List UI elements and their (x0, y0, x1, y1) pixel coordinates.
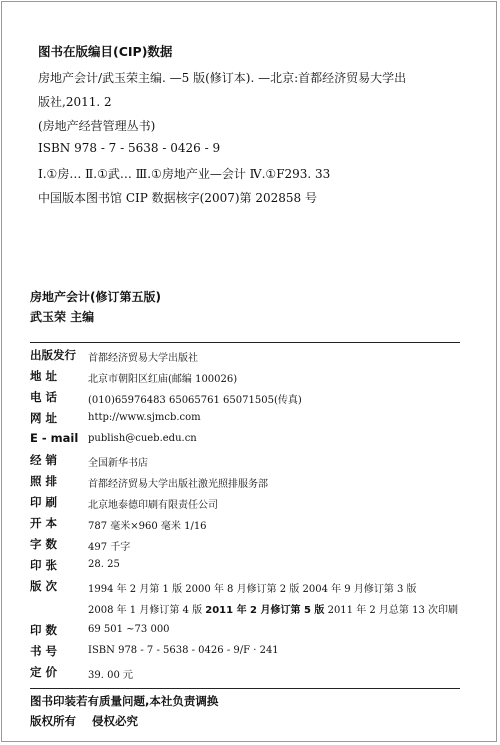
page-frame (1, 1, 497, 742)
price-value: 39. 00 元 (88, 670, 133, 681)
publisher-value: 首都经济贸易大学出版社 (88, 353, 198, 364)
distributor-value: 全国新华书店 (88, 458, 148, 469)
cip-heading: 图书在版编目(CIP)数据 (38, 44, 173, 59)
copyright-label: 版权所有 (30, 714, 76, 728)
cip-record-number: 中国版本图书馆 CIP 数据核字(2007)第 202858 号 (38, 191, 317, 205)
divider-bottom (30, 688, 460, 689)
book-author: 武玉荣 主编 (30, 310, 95, 324)
info-label: 字 数 (30, 537, 58, 551)
isbn-value: ISBN 978 - 7 - 5638 - 0426 - 9/F · 241 (88, 645, 279, 656)
info-label: 地 址 (30, 369, 58, 383)
info-label: 出版发行 (30, 348, 76, 362)
info-label: 印 数 (30, 623, 58, 637)
cip-isbn: ISBN 978 - 7 - 5638 - 0426 - 9 (38, 141, 221, 155)
info-label: 网 址 (30, 411, 58, 425)
edition-value: 1994 年 2 月第 1 版 2000 年 8 月修订第 2 版 2004 年 9 月修订第 3 版 (88, 584, 417, 595)
phone-value: (010)65976483 65065761 65071505(传真) (88, 395, 302, 406)
cip-line: 房地产会计/武玉荣主编. —5 版(修订本). —北京:首都经济贸易大学出 (38, 71, 407, 85)
edition-5: 2011 年 2 月修订第 5 版 (205, 605, 325, 616)
info-label: 经 销 (30, 453, 58, 467)
address-value: 北京市朝阳区红庙(邮编 100026) (88, 374, 238, 385)
cip-line: (房地产经营管理丛书) (38, 119, 156, 133)
print-run-note: 2011 年 2 月总第 13 次印刷 (324, 605, 459, 616)
quality-notice: 图书印装若有质量问题,本社负责调换 (30, 694, 219, 708)
copyright-value: 侵权必究 (92, 714, 138, 728)
info-label: 书 号 (30, 644, 58, 658)
info-label: 版 次 (30, 579, 58, 593)
sheets-value: 28. 25 (88, 559, 120, 570)
cip-classification: Ⅰ.①房… Ⅱ.①武… Ⅲ.①房地产业—会计 Ⅳ.①F293. 33 (38, 167, 331, 181)
divider-top (30, 342, 460, 343)
format-value: 787 毫米×960 毫米 1/16 (88, 521, 207, 532)
info-label: 电 话 (30, 390, 58, 404)
edition-value-continued (88, 601, 458, 616)
info-label: 定 价 (30, 665, 58, 679)
email-value: publish@cueb.edu.cn (88, 433, 197, 444)
info-label: 印 张 (30, 558, 58, 572)
info-label: 印 刷 (30, 495, 58, 509)
printer-value: 北京地泰德印刷有限责任公司 (88, 500, 218, 511)
typesetting-value: 首都经济贸易大学出版社激光照排服务部 (88, 479, 268, 490)
info-label: 开 本 (30, 516, 58, 530)
website-value: http://www.sjmcb.com (88, 412, 201, 423)
info-label: 照 排 (30, 474, 58, 488)
edition-4: 2008 年 1 月修订第 4 版 (88, 605, 206, 616)
info-label: E - mail (30, 431, 79, 445)
cip-line: 版社,2011. 2 (38, 95, 112, 109)
book-title: 房地产会计(修订第五版) (30, 290, 161, 304)
print-quantity-value: 69 501 ~73 000 (88, 624, 170, 635)
word-count-value: 497 千字 (88, 542, 131, 553)
